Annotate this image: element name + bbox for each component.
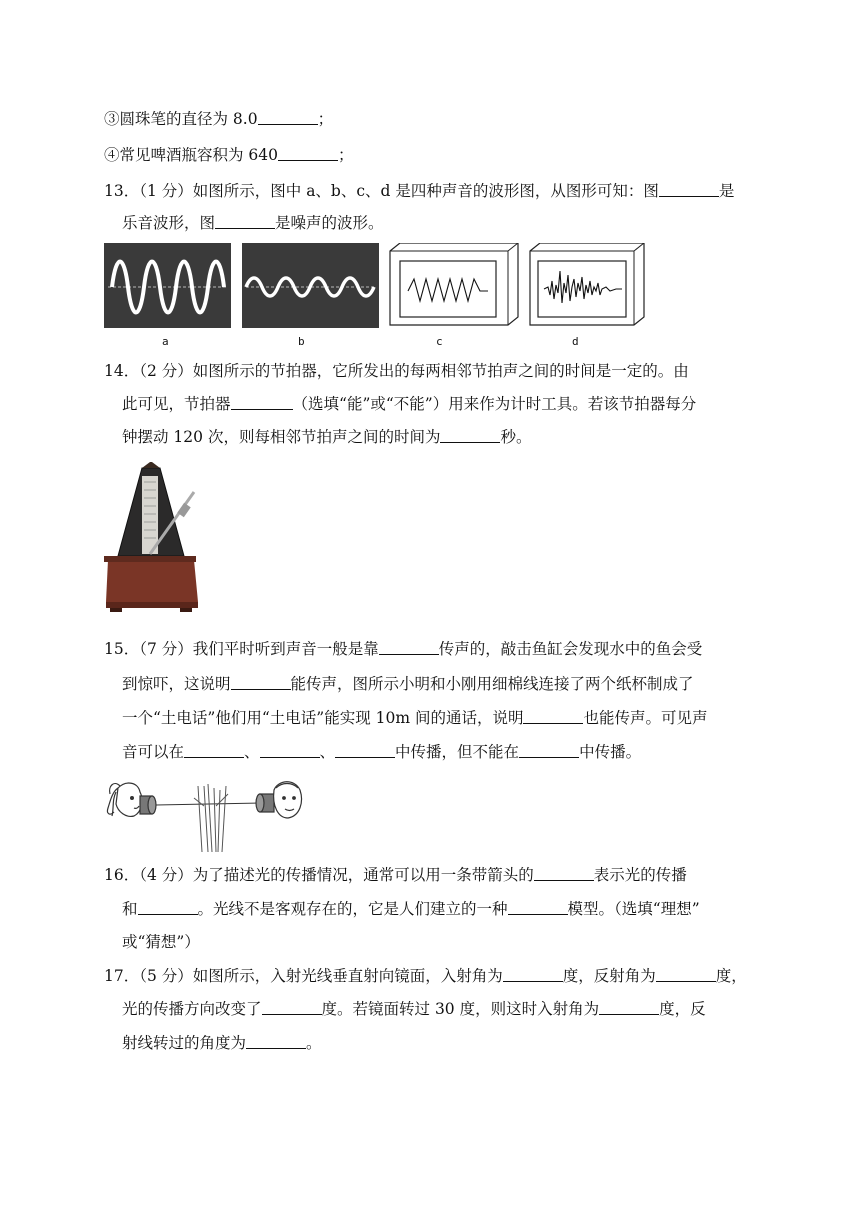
boy-head [274, 782, 302, 818]
answer-blank [659, 180, 719, 197]
answer-blank [440, 426, 500, 443]
q17-text-1c: 度， [715, 967, 747, 985]
right-cup [256, 794, 274, 812]
q14-text-2b: （选填“能”或“不能”）用来作为计时工具。若该节拍器每分 [292, 395, 697, 413]
answer-blank [656, 965, 716, 982]
item-4-text: ④常见啤酒瓶容积为 640 [104, 146, 279, 164]
item-4-end: ； [338, 146, 354, 164]
answer-blank [231, 393, 293, 410]
q14-text-3b: 秒。 [500, 428, 532, 446]
item-4 [104, 144, 354, 166]
q15-line-3 [122, 707, 708, 729]
waveform-label-d: d [572, 335, 579, 348]
string-telephone-svg [104, 776, 304, 852]
item-3 [104, 108, 333, 130]
q17-text-2a: 光的传播方向改变了 [122, 1000, 262, 1018]
girl-head [107, 783, 142, 816]
waveform-label-a: a [162, 335, 169, 348]
answer-blank [258, 108, 318, 125]
answer-blank [278, 144, 338, 161]
q15-text-3a: 一个“土电话”他们用“土电话”能实现 10m 间的通话，说明 [122, 709, 524, 727]
answer-blank [599, 998, 659, 1015]
q17-text-2b: 度。若镜面转过 30 度，则这时入射角为 [321, 1000, 600, 1018]
answer-blank [523, 707, 583, 724]
q16-line-3 [122, 931, 200, 953]
answer-blank [138, 898, 198, 915]
q17-text-3b: 。 [306, 1034, 322, 1052]
answer-blank [184, 741, 244, 758]
waveform-a [104, 243, 231, 328]
item-3-text: ③圆珠笔的直径为 8.0 [104, 110, 258, 128]
q14-text-3a: 钟摆动 120 次，则每相邻节拍声之间的时间为 [122, 428, 441, 446]
answer-blank [534, 864, 594, 881]
waveform-figure [104, 243, 656, 351]
waveform-b [242, 243, 379, 328]
q17-text-2c: 度，反 [659, 1000, 706, 1018]
answer-blank [231, 673, 291, 690]
q13-text-1a: 13．（1 分）如图所示，图中 a、b、c、d 是四种声音的波形图，从图形可知：图 [104, 182, 659, 200]
q16-text-2c: 模型。（选填“理想” [567, 900, 700, 918]
q13-text-2a: 乐音波形，图 [122, 214, 216, 232]
q16-line-2 [122, 898, 700, 920]
q14-text-2a: 此可见，节拍器 [122, 395, 231, 413]
q17-line-2 [122, 998, 706, 1020]
q17-line-3 [122, 1032, 322, 1054]
q15-text-4c: 、 [319, 743, 336, 761]
left-cup [140, 796, 156, 814]
q15-text-2a: 到惊吓，这说明 [122, 675, 231, 693]
q15-text-1a: 15．（7 分）我们平时听到声音一般是靠 [104, 640, 379, 658]
q14-line-2 [122, 393, 696, 415]
q13-text-1b: 是 [718, 182, 735, 200]
metronome-figure [104, 462, 204, 618]
q15-text-4b: 、 [244, 743, 260, 761]
q13-text-2b: 是噪声的波形。 [275, 214, 384, 232]
q16-text-2b: 。光线不是客观存在的，它是人们建立的一种 [197, 900, 508, 918]
q16-text-3: 或“猜想”） [122, 933, 200, 951]
answer-blank [215, 212, 275, 229]
answer-blank [508, 898, 568, 915]
q17-text-1b: 度，反射角为 [562, 967, 656, 985]
q16-text-2a: 和 [122, 900, 138, 918]
q14-line-1 [104, 360, 689, 382]
q17-text-1a: 17．（5 分）如图所示，入射光线垂直射向镜面，入射角为 [104, 967, 503, 985]
q16-line-1 [104, 864, 687, 886]
waveform-c [390, 243, 518, 325]
string-telephone-figure [104, 776, 304, 852]
q15-text-4e: 中传播。 [579, 743, 642, 761]
waveform-d [530, 243, 644, 325]
q15-line-2 [122, 673, 694, 695]
answer-blank [246, 1032, 306, 1049]
q15-line-4 [122, 741, 641, 763]
q16-text-1a: 16．（4 分）为了描述光的传播情况，通常可以用一条带箭头的 [104, 866, 534, 884]
answer-blank [335, 741, 395, 758]
answer-blank [519, 741, 579, 758]
q15-text-4a: 音可以在 [122, 743, 185, 761]
q15-line-1 [104, 638, 702, 660]
q13-line-2 [122, 212, 384, 234]
waveform-label-c: c [436, 335, 443, 348]
q15-text-3b: 也能传声。可见声 [583, 709, 708, 727]
q15-text-2b: 能传声，图所示小明和小刚用细棉线连接了两个纸杯制成了 [290, 675, 694, 693]
answer-blank [262, 998, 322, 1015]
q15-text-1b: 传声的，敲击鱼缸会发现水中的鱼会受 [438, 640, 703, 658]
q17-line-1 [104, 965, 747, 987]
q14-text-1: 14．（2 分）如图所示的节拍器，它所发出的每两相邻节拍声之间的时间是一定的。由 [104, 362, 689, 380]
q16-text-1b: 表示光的传播 [593, 866, 687, 884]
metronome-svg [104, 462, 204, 618]
q17-text-3a: 射线转过的角度为 [122, 1034, 247, 1052]
answer-blank [260, 741, 320, 758]
q15-text-4d: 中传播，但不能在 [395, 743, 520, 761]
q13-line-1 [104, 180, 734, 202]
answer-blank [379, 638, 439, 655]
waveform-label-b: b [298, 335, 305, 348]
tree-trunk [194, 784, 228, 852]
q14-line-3 [122, 426, 531, 448]
item-3-end: ； [317, 110, 334, 128]
answer-blank [503, 965, 563, 982]
